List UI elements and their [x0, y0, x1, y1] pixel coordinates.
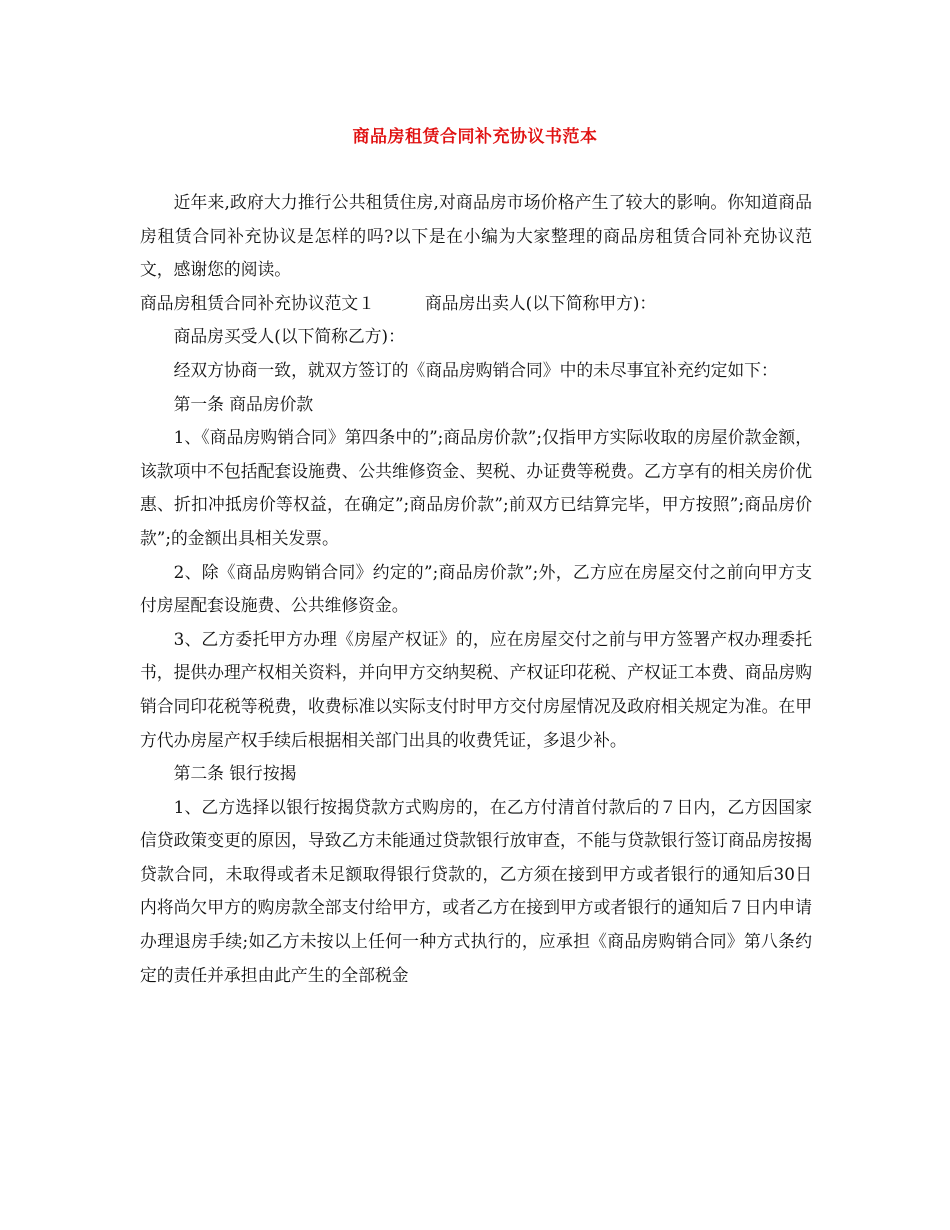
seller-line: 商品房出卖人(以下简称甲方)： — [424, 292, 657, 313]
agreement-paragraph: 经双方协商一致，就双方签订的《商品房购销合同》中的未尽事宜补充约定如下： — [173, 359, 778, 380]
article1-item3: 3、乙方委托甲方办理《房屋产权证》的，应在房屋交付之前与甲方签署产权办理委托书，提供办理产权相关资料，并向甲方交纳契税、产权证印花税、产权证工本费、商品房购销合同印花税等税费，收费标准以实际支付时甲方交付房屋情况及政府相关规定为准。在甲方代办房屋产权手续后根据相关部门出具的收费凭证，多退少补。 — [140, 628, 812, 750]
article1-item2: 2、除《商品房购销合同》约定的”;商品房价款”;外，乙方应在房屋交付之前向甲方支付房屋配套设施费、公共维修资金。 — [140, 561, 812, 616]
document-title: 商品房租赁合同补充协议书范本 — [352, 127, 598, 147]
sample-label: 商品房租赁合同补充协议范文１ — [140, 292, 375, 313]
intro-paragraph: 近年来,政府大力推行公共租赁住房,对商品房市场价格产生了较大的影响。你知道商品房租赁合同补充协议是怎样的吗?以下是在小编为大家整理的商品房租赁合同补充协议范文，感谢您的阅读。 — [140, 192, 812, 280]
document-body — [140, 186, 812, 992]
article1-heading: 第一条 商品房价款 — [173, 393, 314, 414]
buyer-line: 商品房买受人(以下简称乙方)： — [173, 326, 405, 347]
article1-item1: 1、《商品房购销合同》第四条中的”;商品房价款”;仅指甲方实际收取的房屋价款金额，该款项中不包括配套设施费、公共维修资金、契税、办证费等税费。乙方享有的相关房价优惠、折扣冲抵房价等权益，在确定”;商品房价款”;前双方已结算完毕，甲方按照”;商品房价款”;的金额出具相关发票。 — [140, 427, 812, 548]
article2-item1: 1、乙方选择以银行按揭贷款方式购房的，在乙方付清首付款后的７日内，乙方因国家信贷政策变更的原因，导致乙方未能通过贷款银行放审查，不能与贷款银行签订商品房按揭贷款合同，未取得或者未足额取得银行贷款的，乙方须在接到甲方或者银行的通知后30日内将尚欠甲方的购房款全部支付给甲方，或者乙方在接到甲方或者银行的通知后７日内申请办理退房手续;如乙方未按以上任何一种方式执行的，应承担《商品房购销合同》第八条约定的责任并承担由此产生的全部税金 — [140, 796, 812, 985]
article2-heading: 第二条 银行按揭 — [173, 763, 297, 784]
sample-heading-line — [140, 287, 812, 321]
